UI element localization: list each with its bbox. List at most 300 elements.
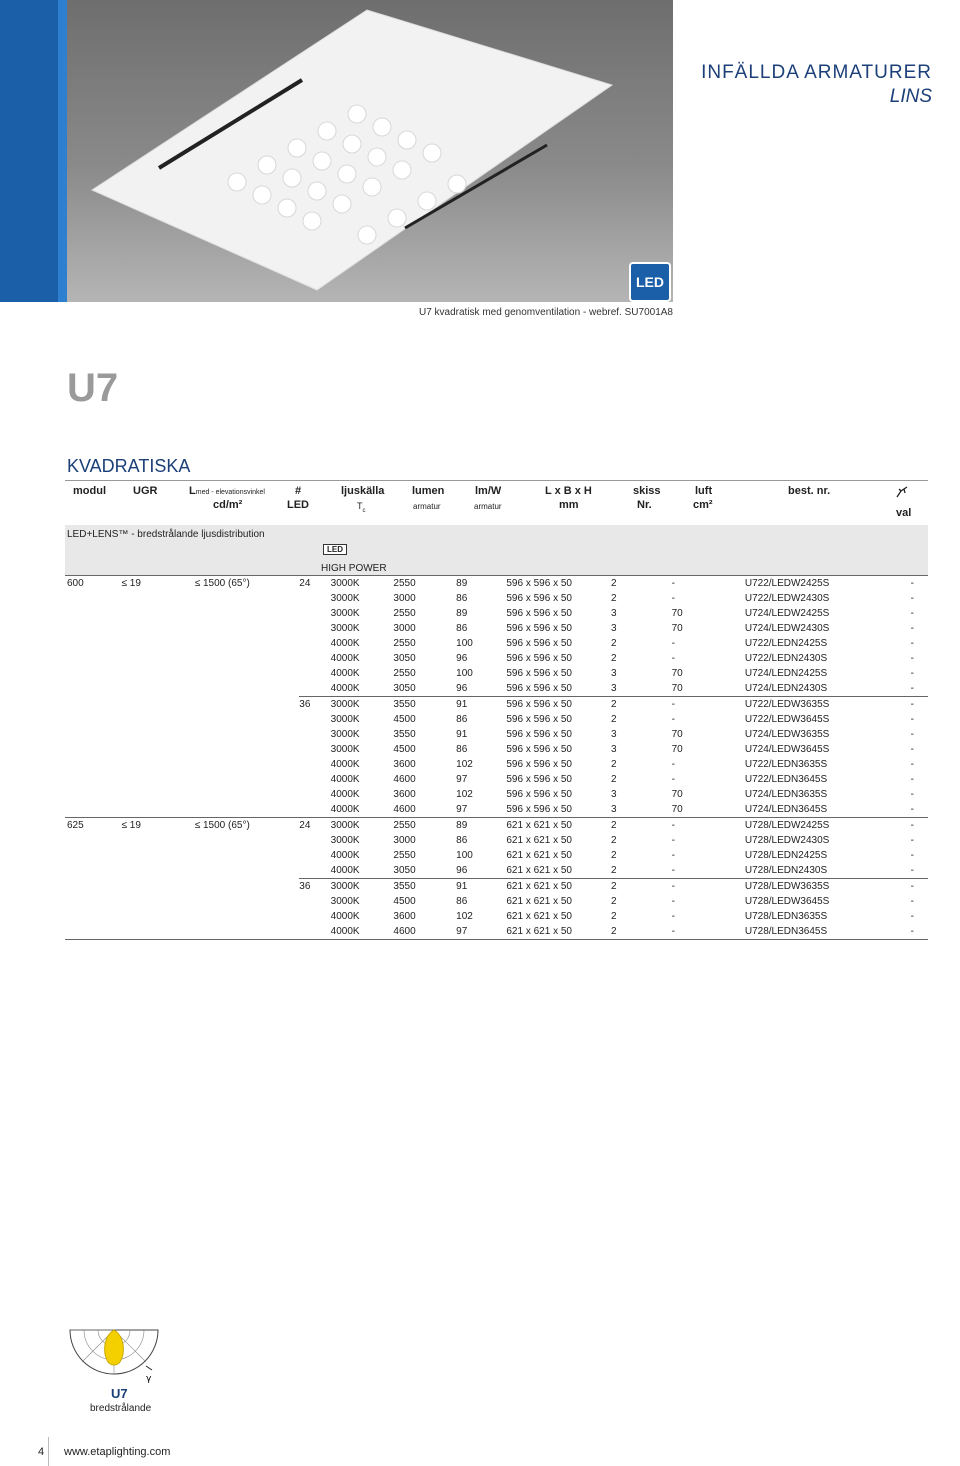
cell-dimensions: 596 x 596 x 50 bbox=[506, 576, 611, 592]
cell-color-temp: 3000K bbox=[331, 576, 394, 592]
cell-dimensions: 621 x 621 x 50 bbox=[506, 924, 611, 940]
cell-led-count bbox=[299, 772, 330, 787]
cell-efficacy: 96 bbox=[456, 683, 468, 694]
cell-efficacy: 86 bbox=[456, 623, 468, 634]
cell-luminance bbox=[195, 636, 300, 651]
cell-lumen: 2550 bbox=[393, 668, 416, 679]
cell-luft: - bbox=[671, 896, 675, 907]
cell-modul bbox=[65, 863, 121, 879]
cell-modul bbox=[65, 787, 121, 802]
led-badge: LED bbox=[323, 544, 347, 555]
cell-luminance bbox=[195, 712, 300, 727]
cell-skiss: 2 bbox=[610, 774, 617, 785]
cell-lumen: 3050 bbox=[393, 653, 416, 664]
cell-lumen: 2550 bbox=[393, 850, 416, 861]
cell-order-number: U722/LEDW2425S bbox=[745, 576, 897, 592]
section-title: KVADRATISKA bbox=[67, 456, 191, 476]
cell-luminance bbox=[195, 681, 300, 697]
cell-luft: - bbox=[671, 653, 675, 664]
cell-ugr bbox=[121, 879, 194, 895]
cell-efficacy: 86 bbox=[456, 593, 468, 604]
cell-efficacy: 100 bbox=[456, 850, 473, 861]
cell-color-temp: 3000K bbox=[331, 697, 394, 713]
cell-dimensions: 596 x 596 x 50 bbox=[506, 608, 572, 619]
cell-color-temp: 4000K bbox=[330, 683, 360, 694]
cell-luft: - bbox=[672, 818, 745, 834]
cell-ugr bbox=[121, 772, 194, 787]
cell-val: - bbox=[897, 576, 928, 592]
cell-ugr bbox=[121, 681, 194, 697]
cell-ugr bbox=[121, 621, 194, 636]
cell-lumen: 4500 bbox=[393, 744, 416, 755]
table-row bbox=[65, 636, 928, 651]
cell-order-number: U722/LEDW3635S bbox=[745, 697, 897, 713]
col-lmw: lm/W bbox=[475, 485, 502, 497]
cell-val: - bbox=[910, 896, 914, 907]
cell-lumen: 2550 bbox=[393, 818, 456, 834]
col-skiss: skiss bbox=[633, 485, 661, 497]
cell-efficacy: 96 bbox=[456, 653, 468, 664]
col-luft-unit: cm² bbox=[693, 499, 713, 511]
cell-dimensions: 621 x 621 x 50 bbox=[506, 850, 572, 861]
cell-luft: 70 bbox=[671, 683, 683, 694]
cell-color-temp: 4000K bbox=[330, 774, 360, 785]
cell-lumen: 3000 bbox=[393, 835, 416, 846]
cell-luminance bbox=[195, 879, 300, 895]
cell-luminance bbox=[195, 924, 300, 940]
cell-modul bbox=[65, 848, 121, 863]
cell-led-count bbox=[299, 848, 330, 863]
cell-modul bbox=[65, 909, 121, 924]
cell-dimensions: 596 x 596 x 50 bbox=[506, 789, 572, 800]
cell-efficacy: 102 bbox=[456, 759, 473, 770]
cell-lumen: 4600 bbox=[393, 804, 416, 815]
cell-luft: - bbox=[672, 576, 745, 592]
cell-order-number: U724/LEDN3645S bbox=[744, 804, 828, 815]
cell-skiss: 2 bbox=[610, 759, 617, 770]
cell-luminance bbox=[195, 606, 300, 621]
cell-val: - bbox=[910, 804, 914, 815]
cell-modul bbox=[65, 802, 121, 818]
cell-color-temp: 3000K bbox=[330, 744, 360, 755]
cell-order-number: U728/LEDW3645S bbox=[744, 896, 830, 907]
cell-lumen: 4600 bbox=[393, 774, 416, 785]
col-skiss-sub: Nr. bbox=[637, 499, 652, 511]
cell-lumen: 3050 bbox=[393, 683, 416, 694]
cell-luminance: ≤ 1500 (65°) bbox=[195, 818, 300, 834]
cell-luminance bbox=[195, 802, 300, 818]
cell-ugr bbox=[121, 712, 194, 727]
cell-ugr bbox=[121, 666, 194, 681]
cell-modul: 600 bbox=[65, 576, 121, 592]
cell-val: - bbox=[910, 759, 914, 770]
cell-color-temp: 4000K bbox=[330, 911, 360, 922]
cell-dimensions: 596 x 596 x 50 bbox=[506, 774, 572, 785]
cell-ugr bbox=[121, 636, 194, 651]
table-row bbox=[65, 787, 928, 802]
cell-luft: - bbox=[671, 835, 675, 846]
cell-ugr bbox=[121, 651, 194, 666]
cell-led-count bbox=[299, 636, 330, 651]
cell-lumen: 2550 bbox=[393, 638, 416, 649]
cell-lumen: 3050 bbox=[393, 865, 416, 876]
table-row bbox=[65, 742, 928, 757]
cell-color-temp: 4000K bbox=[330, 850, 360, 861]
cell-order-number: U724/LEDN2425S bbox=[744, 668, 828, 679]
cell-skiss: 2 bbox=[610, 653, 617, 664]
cell-luft: - bbox=[672, 697, 745, 713]
cell-modul bbox=[65, 681, 121, 697]
cell-order-number: U728/LEDN2425S bbox=[744, 850, 828, 861]
cell-order-number: U728/LEDN2430S bbox=[744, 865, 828, 876]
cell-modul bbox=[65, 666, 121, 681]
cell-luminance bbox=[195, 863, 300, 879]
cell-efficacy: 102 bbox=[456, 789, 473, 800]
cell-modul bbox=[65, 591, 121, 606]
cell-skiss: 2 bbox=[611, 924, 672, 940]
cell-skiss: 2 bbox=[610, 593, 617, 604]
cell-modul bbox=[65, 742, 121, 757]
cell-color-temp: 3000K bbox=[330, 608, 360, 619]
cell-luminance bbox=[195, 787, 300, 802]
cell-led-count bbox=[299, 863, 330, 879]
cell-luft: 70 bbox=[671, 804, 683, 815]
cell-color-temp: 3000K bbox=[330, 896, 360, 907]
cell-skiss: 2 bbox=[610, 896, 617, 907]
cell-color-temp: 3000K bbox=[331, 818, 394, 834]
cell-skiss: 2 bbox=[611, 697, 672, 713]
cell-skiss: 3 bbox=[610, 668, 617, 679]
cell-skiss: 3 bbox=[610, 729, 617, 740]
cell-led-count bbox=[299, 833, 330, 848]
table-row bbox=[65, 772, 928, 787]
table-row bbox=[65, 894, 928, 909]
cell-skiss: 2 bbox=[610, 835, 617, 846]
cell-luminance bbox=[195, 651, 300, 666]
cell-dimensions: 596 x 596 x 50 bbox=[506, 653, 572, 664]
cell-val: - bbox=[897, 697, 928, 713]
cell-led-count: 24 bbox=[299, 576, 330, 592]
cell-led-count bbox=[299, 802, 330, 818]
cell-efficacy: 91 bbox=[456, 697, 506, 713]
cell-color-temp: 3000K bbox=[330, 714, 360, 725]
cell-modul bbox=[65, 757, 121, 772]
cell-val: - bbox=[910, 835, 914, 846]
cell-lumen: 3550 bbox=[393, 879, 456, 895]
cell-luft: - bbox=[671, 759, 675, 770]
group-name: LED+LENS™ - bredstrålande ljusdistribution bbox=[67, 529, 265, 540]
cell-val: - bbox=[910, 638, 914, 649]
cell-efficacy: 97 bbox=[456, 774, 468, 785]
cell-dimensions: 596 x 596 x 50 bbox=[506, 697, 611, 713]
cell-efficacy: 97 bbox=[456, 804, 468, 815]
cell-led-count bbox=[299, 909, 330, 924]
cell-color-temp: 4000K bbox=[330, 653, 360, 664]
polar-diagram bbox=[66, 1326, 162, 1391]
cell-order-number: U722/LEDN3635S bbox=[744, 759, 828, 770]
cell-ugr bbox=[121, 802, 194, 818]
cell-led-count bbox=[299, 651, 330, 666]
cell-led-count bbox=[299, 621, 330, 636]
cell-led-count: 36 bbox=[299, 697, 330, 713]
cell-order-number: U722/LEDW3645S bbox=[744, 714, 830, 725]
cell-modul bbox=[65, 833, 121, 848]
cell-order-number: U728/LEDW2430S bbox=[744, 835, 830, 846]
cell-dimensions: 621 x 621 x 50 bbox=[506, 896, 572, 907]
table-row bbox=[65, 909, 928, 924]
brand-color-band-light bbox=[58, 0, 67, 302]
cell-luft: - bbox=[671, 865, 675, 876]
cell-skiss: 2 bbox=[611, 576, 672, 592]
model-name: U7 bbox=[67, 366, 119, 410]
cell-val: - bbox=[910, 714, 914, 725]
cell-skiss: 2 bbox=[611, 818, 672, 834]
cell-modul bbox=[65, 879, 121, 895]
cell-dimensions: 596 x 596 x 50 bbox=[506, 729, 572, 740]
table-row bbox=[65, 606, 928, 621]
group-band bbox=[65, 525, 928, 575]
cell-luft: - bbox=[671, 911, 675, 922]
cell-val: - bbox=[910, 593, 914, 604]
brand-color-band bbox=[0, 0, 58, 302]
cell-efficacy: 89 bbox=[456, 608, 468, 619]
cell-order-number: U722/LEDW2430S bbox=[744, 593, 830, 604]
cell-luft: - bbox=[671, 638, 675, 649]
hand-icon bbox=[895, 485, 909, 502]
cell-efficacy: 100 bbox=[456, 638, 473, 649]
cell-modul bbox=[65, 606, 121, 621]
footer-divider bbox=[48, 1437, 49, 1466]
cell-led-count bbox=[299, 727, 330, 742]
cell-skiss: 3 bbox=[610, 804, 617, 815]
cell-dimensions: 621 x 621 x 50 bbox=[506, 818, 611, 834]
cell-order-number: U724/LEDW3635S bbox=[744, 729, 830, 740]
cell-order-number: U722/LEDN2430S bbox=[744, 653, 828, 664]
cell-dimensions: 621 x 621 x 50 bbox=[506, 879, 611, 895]
cell-led-count: 36 bbox=[299, 879, 330, 895]
cell-luminance bbox=[195, 742, 300, 757]
cell-efficacy: 100 bbox=[456, 668, 473, 679]
cell-dimensions: 621 x 621 x 50 bbox=[506, 835, 572, 846]
cell-order-number: U724/LEDW3645S bbox=[744, 744, 830, 755]
cell-lumen: 3000 bbox=[393, 623, 416, 634]
table-row bbox=[65, 651, 928, 666]
col-lumen-sub: armatur bbox=[413, 502, 441, 511]
cell-luminance bbox=[195, 848, 300, 863]
cell-lumen: 3550 bbox=[393, 729, 416, 740]
cell-ugr bbox=[121, 742, 194, 757]
cell-efficacy: 91 bbox=[456, 879, 506, 895]
cell-luminance bbox=[195, 909, 300, 924]
cell-lumen: 3600 bbox=[393, 759, 416, 770]
cell-lumen: 2550 bbox=[393, 608, 416, 619]
diagram-name: U7 bbox=[111, 1386, 128, 1401]
cell-val: - bbox=[910, 865, 914, 876]
cell-led-count bbox=[299, 591, 330, 606]
cell-efficacy: 91 bbox=[456, 729, 468, 740]
cell-luminance bbox=[195, 666, 300, 681]
cell-led-count bbox=[299, 712, 330, 727]
cell-modul bbox=[65, 772, 121, 787]
cell-led-count: 24 bbox=[299, 818, 330, 834]
cell-luft: 70 bbox=[671, 668, 683, 679]
cell-luft: 70 bbox=[671, 744, 683, 755]
cell-color-temp: 3000K bbox=[331, 879, 394, 895]
cell-modul: 625 bbox=[65, 818, 121, 834]
page-subtitle: LINS bbox=[889, 86, 932, 107]
cell-lumen: 3000 bbox=[393, 593, 416, 604]
cell-lumen: 3550 bbox=[393, 697, 456, 713]
cell-color-temp: 4000K bbox=[331, 924, 394, 940]
cell-order-number: U728/LEDW2425S bbox=[745, 818, 897, 834]
led-logo: LED bbox=[629, 262, 671, 302]
cell-val: - bbox=[897, 818, 928, 834]
cell-modul bbox=[65, 621, 121, 636]
cell-val: - bbox=[910, 911, 914, 922]
cell-val: - bbox=[910, 789, 914, 800]
cell-skiss: 3 bbox=[610, 608, 617, 619]
photo-caption: U7 kvadratisk med genomventilation - webref. SU7001A8 bbox=[418, 307, 673, 318]
cell-color-temp: 3000K bbox=[330, 729, 360, 740]
cell-dimensions: 596 x 596 x 50 bbox=[506, 714, 572, 725]
cell-skiss: 2 bbox=[610, 638, 617, 649]
table-row bbox=[65, 757, 928, 772]
cell-led-count bbox=[299, 681, 330, 697]
cell-lumen: 3600 bbox=[393, 789, 416, 800]
col-source: ljuskälla bbox=[341, 485, 385, 497]
cell-val: - bbox=[910, 744, 914, 755]
cell-lumen: 4500 bbox=[393, 714, 416, 725]
cell-led-count bbox=[299, 924, 330, 940]
spec-table bbox=[65, 480, 928, 940]
table-row bbox=[65, 666, 928, 681]
cell-ugr bbox=[121, 833, 194, 848]
cell-luminance bbox=[195, 833, 300, 848]
col-modul: modul bbox=[73, 485, 106, 497]
cell-ugr bbox=[121, 697, 194, 713]
cell-efficacy: 86 bbox=[456, 835, 468, 846]
col-bestnr: best. nr. bbox=[788, 485, 831, 497]
cell-val: - bbox=[910, 774, 914, 785]
cell-modul bbox=[65, 651, 121, 666]
cell-ugr bbox=[121, 727, 194, 742]
col-lumen: lumen bbox=[412, 485, 445, 497]
cell-ugr bbox=[121, 863, 194, 879]
table-row bbox=[65, 863, 928, 879]
cell-lumen: 4500 bbox=[393, 896, 416, 907]
table-row bbox=[65, 681, 928, 697]
cell-dimensions: 621 x 621 x 50 bbox=[506, 911, 572, 922]
cell-ugr bbox=[121, 848, 194, 863]
col-lmed-unit: cd/m² bbox=[213, 499, 243, 511]
cell-order-number: U724/LEDW2430S bbox=[744, 623, 830, 634]
cell-lumen: 2550 bbox=[393, 576, 456, 592]
cell-luft: - bbox=[672, 879, 745, 895]
cell-order-number: U722/LEDN3645S bbox=[744, 774, 828, 785]
col-ugr: UGR bbox=[133, 485, 158, 497]
cell-dimensions: 596 x 596 x 50 bbox=[506, 623, 572, 634]
website-link[interactable]: www.etaplighting.com bbox=[64, 1446, 171, 1458]
cell-luminance bbox=[195, 697, 300, 713]
table-row bbox=[65, 818, 928, 834]
table-header bbox=[65, 480, 928, 525]
page-title: INFÄLLDA ARMATURER bbox=[701, 62, 932, 83]
cell-val: - bbox=[897, 924, 928, 940]
cell-ugr: ≤ 19 bbox=[121, 576, 194, 592]
cell-skiss: 3 bbox=[610, 623, 617, 634]
cell-lumen: 3600 bbox=[393, 911, 416, 922]
cell-ugr bbox=[121, 894, 194, 909]
cell-efficacy: 86 bbox=[456, 744, 468, 755]
table-row bbox=[65, 924, 928, 940]
cell-color-temp: 4000K bbox=[330, 759, 360, 770]
cell-ugr bbox=[121, 909, 194, 924]
cell-luft: 70 bbox=[671, 623, 683, 634]
cell-skiss: 2 bbox=[610, 714, 617, 725]
gamma-label: γ bbox=[146, 1374, 152, 1384]
col-tc: $T_c$ bbox=[357, 501, 366, 514]
cell-modul bbox=[65, 712, 121, 727]
cell-modul bbox=[65, 636, 121, 651]
cell-ugr bbox=[121, 757, 194, 772]
cell-order-number: U728/LEDN3645S bbox=[745, 924, 897, 940]
cell-luminance bbox=[195, 757, 300, 772]
cell-val: - bbox=[910, 653, 914, 664]
cell-dimensions: 596 x 596 x 50 bbox=[506, 759, 572, 770]
table-row bbox=[65, 802, 928, 818]
table-row bbox=[65, 621, 928, 636]
cell-order-number: U722/LEDN2425S bbox=[744, 638, 828, 649]
product-photo bbox=[67, 0, 673, 302]
col-luft: luft bbox=[695, 485, 713, 497]
cell-ugr bbox=[121, 591, 194, 606]
cell-dimensions: 596 x 596 x 50 bbox=[506, 683, 572, 694]
cell-skiss: 2 bbox=[610, 865, 617, 876]
cell-modul bbox=[65, 697, 121, 713]
cell-val: - bbox=[897, 879, 928, 895]
light-distribution-curve bbox=[105, 1330, 124, 1365]
col-dim: L x B x H bbox=[545, 485, 592, 497]
table-row bbox=[65, 727, 928, 742]
table-row bbox=[65, 848, 928, 863]
cell-dimensions: 596 x 596 x 50 bbox=[506, 804, 572, 815]
cell-ugr: ≤ 19 bbox=[121, 818, 194, 834]
cell-luft: 70 bbox=[671, 729, 683, 740]
cell-dimensions: 596 x 596 x 50 bbox=[506, 593, 572, 604]
col-dim-unit: mm bbox=[559, 499, 579, 511]
cell-efficacy: 97 bbox=[456, 924, 506, 940]
cell-luminance bbox=[195, 894, 300, 909]
cell-skiss: 3 bbox=[610, 744, 617, 755]
table-row bbox=[65, 576, 928, 592]
col-lmw-sub: armatur bbox=[474, 502, 502, 511]
cell-modul bbox=[65, 924, 121, 940]
cell-lumen: 4600 bbox=[393, 924, 456, 940]
cell-color-temp: 3000K bbox=[330, 623, 360, 634]
cell-ugr bbox=[121, 787, 194, 802]
table-row bbox=[65, 833, 928, 848]
cell-color-temp: 4000K bbox=[330, 638, 360, 649]
cell-luft: 70 bbox=[671, 789, 683, 800]
cell-luft: - bbox=[671, 593, 675, 604]
cell-val: - bbox=[910, 683, 914, 694]
cell-efficacy: 96 bbox=[456, 865, 468, 876]
cell-luft: - bbox=[671, 850, 675, 861]
cell-led-count bbox=[299, 606, 330, 621]
cell-color-temp: 4000K bbox=[330, 804, 360, 815]
page-number: 4 bbox=[38, 1446, 45, 1458]
table-row bbox=[65, 591, 928, 606]
